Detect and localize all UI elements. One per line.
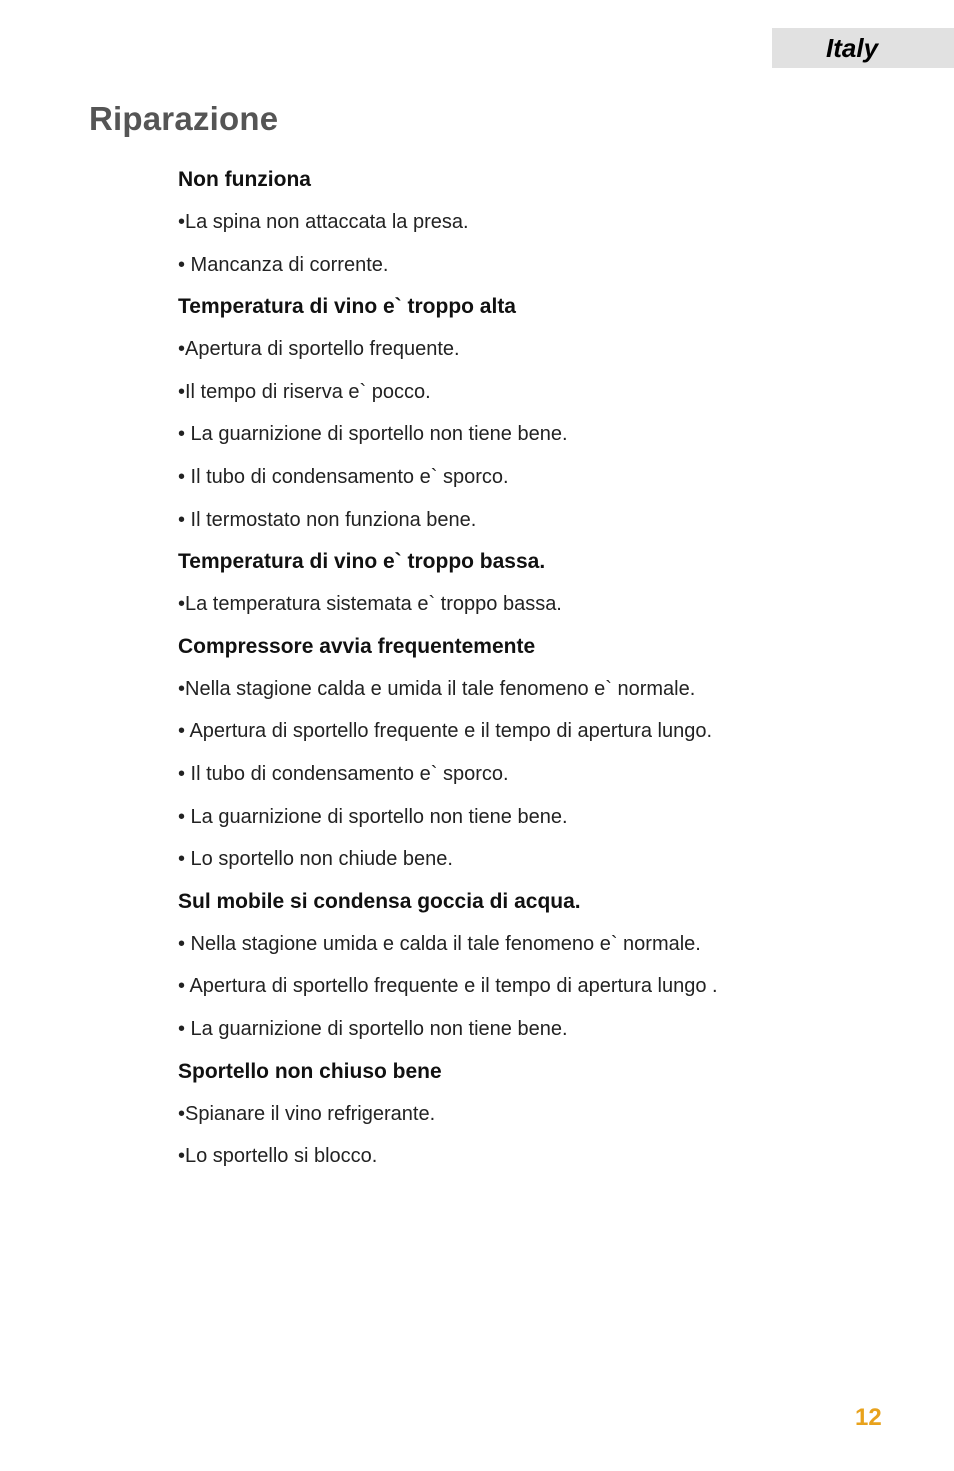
- list-item: • Il tubo di condensamento e` sporco.: [178, 762, 509, 785]
- list-item: • Apertura di sportello frequente e il tempo di apertura lungo.: [178, 720, 712, 743]
- list-item: • Il termostato non funziona bene.: [178, 508, 477, 531]
- list-item: • La guarnizione di sportello non tiene bene.: [178, 805, 568, 828]
- page-number: 12: [855, 1404, 882, 1431]
- list-item: • Mancanza di corrente.: [178, 253, 389, 276]
- list-item: • La guarnizione di sportello non tiene bene.: [178, 423, 568, 446]
- section-heading: Compressore avvia frequentemente: [178, 634, 536, 658]
- list-item: •Spianare il vino refrigerante.: [178, 1102, 436, 1125]
- section-temperatura-alta: [178, 291, 878, 535]
- section-non-funziona: [178, 164, 878, 281]
- section-compressore: [178, 631, 878, 875]
- list-item: • Il tubo di condensamento e` sporco.: [178, 465, 509, 488]
- list-item: •La temperatura sistemata e` troppo bassa.: [178, 593, 562, 616]
- troubleshooting-list: [178, 164, 878, 1183]
- list-item: • Apertura di sportello frequente e il tempo di apertura lungo .: [178, 975, 718, 998]
- section-heading: Temperatura di vino e` troppo bassa.: [178, 550, 546, 574]
- section-condensa: [178, 886, 878, 1045]
- language-tab: Italy: [772, 28, 954, 68]
- section-heading: Non funziona: [178, 168, 311, 191]
- section-temperatura-bassa: [178, 546, 878, 620]
- list-item: •Apertura di sportello frequente.: [178, 338, 460, 361]
- list-item: • La guarnizione di sportello non tiene bene.: [178, 1017, 568, 1040]
- list-item: • Nella stagione umida e calda il tale fenomeno e` normale.: [178, 932, 701, 955]
- list-item: • Lo sportello non chiude bene.: [178, 848, 453, 871]
- list-item: •Lo sportello si blocco.: [178, 1145, 378, 1168]
- section-heading: Sportello non chiuso bene: [178, 1059, 442, 1083]
- list-item: •Nella stagione calda e umida il tale fenomeno e` normale.: [178, 677, 696, 700]
- section-sportello: [178, 1056, 878, 1173]
- list-item: •Il tempo di riserva e` pocco.: [178, 380, 431, 403]
- page-title: Riparazione: [89, 100, 279, 137]
- list-item: •La spina non attaccata la presa.: [178, 211, 469, 233]
- section-heading: Sul mobile si condensa goccia di acqua.: [178, 889, 581, 913]
- section-heading: Temperatura di vino e` troppo alta: [178, 295, 516, 319]
